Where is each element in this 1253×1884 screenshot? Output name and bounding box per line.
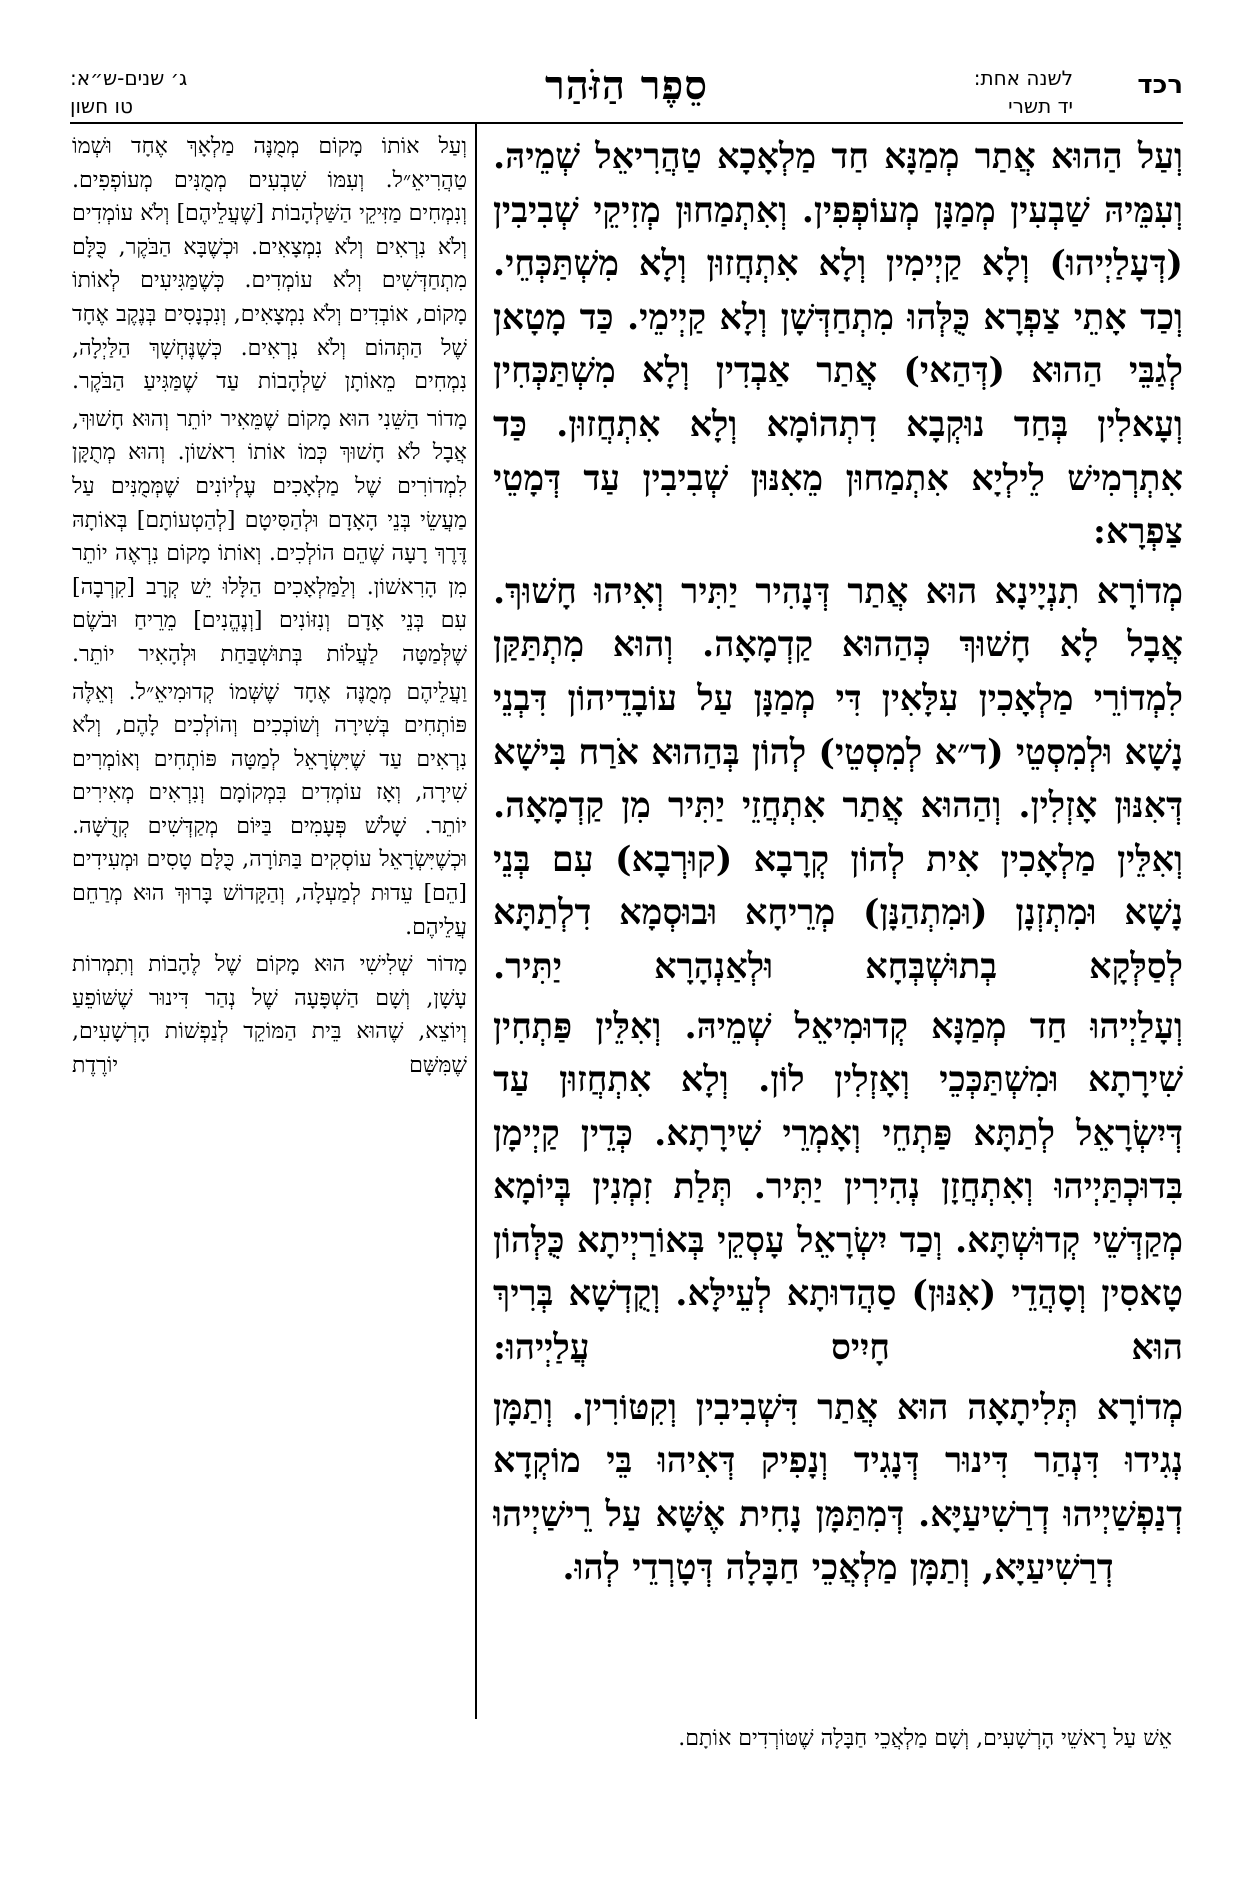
translation-continuation: אֵשׁ עַל רָאשֵׁי הָרְשָׁעִים, וְשָׁם מַלְאֲכֵי חַבָּלָה שֶׁטּוֹרְדִים אוֹתָם. [678,1726,1172,1751]
column-divider [475,124,477,1719]
header-left-line1: ג׳ שנים-ש״א: [70,66,188,90]
translation-paragraph: מָדוֹר הַשֵּׁנִי הוּא מָקוֹם שֶׁמֵּאִיר יוֹתֵר וְהוּא חָשׁוּךְ, אֲבָל לֹא חָשׁוּךְ כְּמוֹ אוֹתוֹ רִאשׁוֹן. וְהוּא מְתֻקָּן לִמְדוֹרִים שֶׁל מַלְאָכִים עֶלְיוֹנִים שֶׁמְּמֻנִּים עַל מַעֲשֵׂי בְּנֵי הָאָדָם וּלְהַסִּיטָם [לְהַטְעוֹתָם] בְּאוֹתָהּ דֶּרֶךְ רָעָה שֶׁהֵם הוֹלְכִים. וְאוֹתוֹ מָקוֹם נִרְאֶה יוֹתֵר מִן הָרִאשׁוֹן. וְלַמַּלְאָכִים הַלָּלוּ יֵשׁ קְרָב [קִרְבָה] עִם בְּנֵי אָדָם וְנִזּוֹנִים [וְנֶהֱנִים] מֵרֵיחַ וּבֹשֶׂם שֶׁלְּמַטָּה לַעֲלוֹת בְּתוּשְׁבַּחַת וּלְהָאִיר יוֹתֵר. [72,406,467,667]
header-divider [70,122,1183,124]
translation-column [72,130,467,1720]
zohar-paragraph: וְעַל הַהוּא אֲתַר מְמַנָּא חַד מַלְאָכָא טַהֲרִיאֵל שְׁמֵיהּ. וְעִמֵּיהּ שַׁבְעִין מְמַנָּן מְעוֹפְפִין. וְאִתְמַחוּן מְזִיקֵי שְׁבִיבִין (דְּעָלַיְיהוּ) וְלָא קַיְימִין וְלָא אִתְחֲזוּן וְלָא מִשְׁתַּכְּחֵי. וְכַד אָתֵי צַפְרָא כֻּלְּהוּ מִתְחַדְּשָׁן וְלָא קַיְימֵי. כַּד מָטָאן לְגַבֵּי הַהוּא (דְּהַאי) אֲתַר אַבְדִין וְלָא מִשְׁתַּכְּחִין וְעָאלִין בְּחַד נוּקְבָא דִתְהוֹמָא וְלָא אִתְחֲזוּן. כַּד אִתְרְמִישׁ לֵילְיָא אִתְמַחוּן מֵאִנּוּן שְׁבִיבִין עַד דְּמָטֵי צַפְרָא: [493,136,1183,553]
zohar-column [493,130,1183,1720]
page-number: רכד [1137,70,1183,100]
book-title: סֵפֶר הַזֹּהַר [545,62,708,109]
zohar-paragraph: וְעָלַיְיהוּ חַד מְמַנָּא קְדוּמִיאֵל שְׁמֵיהּ. וְאִלֵּין פַּתְחִין שִׁירָתָא וּמִשְׁתַּכְּכֵי וְאָזְלִין לוֹן. וְלָא אִתְחֲזוּן עַד דְּיִשְׂרָאֵל לְתַתָּא פַּתְחֵי וְאָמְרֵי שִׁירָתָא. כְּדֵין קַיְימָן בִּדוּכְתַּיְיהוּ וְאִתְחֲזָן נְהִירִין יַתִּיר. תְּלַת זִמְנִין בְּיוֹמָא מְקַדְּשֵׁי קְדוּשְׁתָּא. וְכַד יִשְׂרָאֵל עָסְקֵי בְּאוֹרַיְיתָא כֻּלְּהוֹן טָאסִין וְסָהֲדֵי (אִנּוּן) סַהֲדוּתָא לְעֵילָּא. וְקֻדְשָׁא בְּרִיךְ הוּא חָיִיס עֲלַיְיהוּ: [493,1005,1183,1369]
header-left-date [70,64,187,120]
translation-paragraph: מָדוֹר שְׁלִישִׁי הוּא מָקוֹם שֶׁל לֶהָבוֹת וְתִמְרוֹת עָשָׁן, וְשָׁם הַשְׁפָּעָה שֶׁל נְהַר דִּינוּר שֶׁשּׁוֹפֵעַ וְיוֹצֵא, שֶׁהוּא בֵּית הַמּוֹקֵד לְנַפְשׁוֹת הָרְשָׁעִים, שֶׁמִּשָּׁם יוֹרֶדֶת [72,952,467,1079]
translation-paragraph: וַעֲלֵיהֶם מְמֻנֶּה אֶחָד שֶׁשְּׁמוֹ קְדוּמִיאֵ״ל. וְאֵלֶּה פּוֹתְחִים בְּשִׁירָה וְשׁוֹכְכִים וְהוֹלְכִים לָהֶם, וְלֹא נִרְאִים עַד שֶׁיִּשְׂרָאֵל לְמַטָּה פּוֹתְחִים וְאוֹמְרִים שִׁירָה, וְאָז עוֹמְדִים בִּמְקוֹמָם וְנִרְאִים מְאִירִים יוֹתֵר. שָׁלֹשׁ פְּעָמִים בַּיּוֹם מְקַדְּשִׁים קְדֻשָּׁה. וּכְשֶׁיִּשְׂרָאֵל עוֹסְקִים בַּתּוֹרָה, כֻּלָּם טָסִים וּמְעִידִים [הֵם] עֵדוּת לְמַעְלָה, וְהַקָּדוֹשׁ בָּרוּךְ הוּא מְרַחֵם עֲלֵיהֶם. [72,679,467,940]
header-right-line1: לשנה אחת: [973,66,1073,90]
zohar-paragraph: מְדוֹרָא תִנְיָינָא הוּא אֲתַר דְּנָהִיר יַתִּיר וְאִיהוּ חָשׁוּךְ. אֲבָל לָא חָשׁוּךְ כְּהַהוּא קַדְמָאָה. וְהוּא מִתְתַּקַּן לִמְדוֹרֵי מַלְאָכִין עִלָּאִין דִּי מְמַנָּן עַל עוֹבָדֵיהוֹן דִּבְנֵי נָשָׁא וּלְמִסְטֵי (ד״א לְמִסְטֵי) לְהוֹן בְּהַהוּא אֹרַח בִּישָׁא דְּאִנּוּן אָזְלִין. וְהַהוּא אֲתַר אִתְחֲזֵי יַתִּיר מִן קַדְמָאָה. וְאִלֵּין מַלְאָכִין אִית לְהוֹן קְרָבָא (קוּרְבָא) עִם בְּנֵי נָשָׁא וּמִתְזְנָן (וּמִתְהַנָּן) מְרֵיחָא וּבוּסְמָא דִלְתַתָּא לְסַלְּקָא בְתוּשְׁבְּחָא וּלְאַנְהָרָא יַתִּיר. [493,570,1183,987]
header-right-line2: יד תשרי [1008,94,1073,118]
header-left-line2: טו חשון [70,94,133,118]
zohar-paragraph: מְדוֹרָא תְּלִיתָאָה הוּא אֲתַר דִּשְׁבִיבִין וְקִטּוֹרִין. וְתַמָּן נְגִידוּ דִּנְהַר דִּינוּר דְּנָגִיד וְנָפִיק דְּאִיהוּ בֵּי מוֹקְדָא דְנַפְשַׁיְיהוּ דְרַשִׁיעַיָּא. דְּמִתַּמָּן נָחִית אֶשָּׁא עַל רֵישַׁיְיהוּ דְרַשִׁיעַיָּא, וְתַמָּן מַלְאֲכֵי חַבָּלָה דְּטָרְדֵי לְהוּ. [493,1386,1183,1589]
page-header [70,62,1183,122]
translation-paragraph: וְעַל אוֹתוֹ מָקוֹם מְמֻנֶּה מַלְאָךְ אֶחָד וּשְׁמוֹ טַהֲרִיאֵ״ל. וְעִמּוֹ שִׁבְעִים מְמֻנִּים מְעוֹפְפִים. וְנִמְחִים מַזִּיקֵי הַשַּׁלְהָבוֹת [שֶׁעֲלֵיהֶם] וְלֹא עוֹמְדִים וְלֹא נִרְאִים וְלֹא נִמְצָאִים. וּכְשֶׁבָּא הַבֹּקֶר, כֻּלָּם מִתְחַדְּשִׁים וְלֹא עוֹמְדִים. כְּשֶׁמַּגִּיעִים לְאוֹתוֹ מָקוֹם, אוֹבְדִים וְלֹא נִמְצָאִים, וְנִכְנָסִים בְּנֶקֶב אֶחָד שֶׁל הַתְּהוֹם וְלֹא נִרְאִים. כְּשֶׁנֶּחְשָׁךְ הַלַּיְלָה, נִמְחִים מֵאוֹתָן שַׁלְהָבוֹת עַד שֶׁמַּגִּיעַ הַבֹּקֶר. [72,134,467,395]
